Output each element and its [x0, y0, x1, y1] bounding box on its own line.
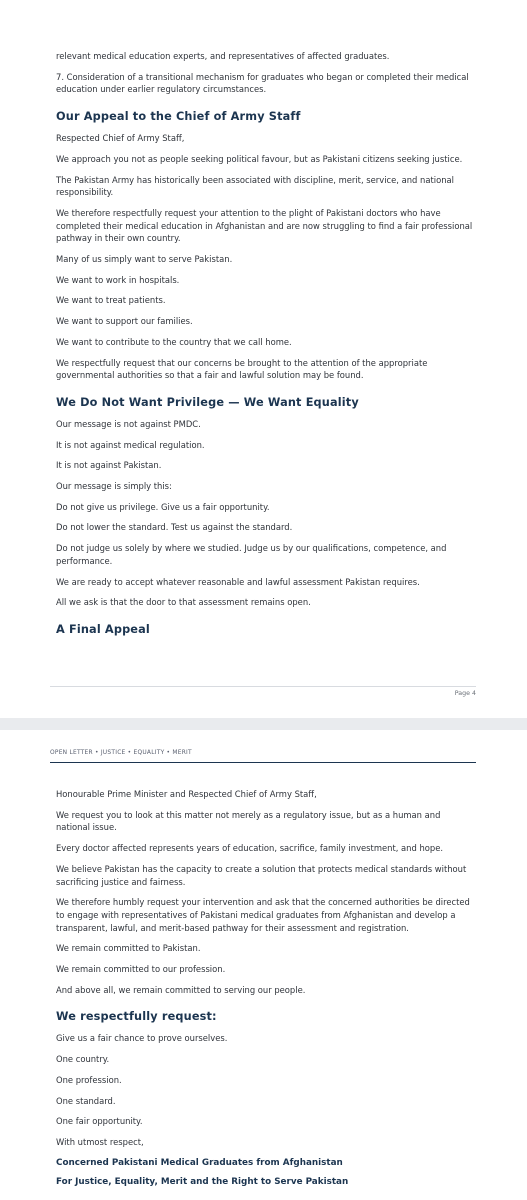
paragraph: We request you to look at this matter not merely as a regulatory issue, but as a human and national issue. [56, 809, 441, 833]
paragraph: We want to contribute to the country that we call home. [56, 336, 292, 347]
signature-line: Concerned Pakistani Medical Graduates from Afghanistan [56, 1157, 343, 1168]
paragraph: It is not against medical regulation. [56, 439, 205, 450]
paragraph: 7. Consideration of a transitional mechanism for graduates who began or completed their medical education under earlier regulatory circumstances. [56, 71, 469, 95]
section-heading-request: We respectfully request: [56, 1010, 217, 1024]
paragraph: We remain committed to Pakistan. [56, 943, 201, 954]
paragraph: Respected Chief of Army Staff, [56, 133, 185, 144]
paragraph: We believe Pakistan has the capacity to create a solution that protects medical standards without sacrificing justice and fairness. [56, 863, 467, 887]
paragraph: relevant medical education experts, and representatives of affected graduates. [56, 51, 390, 61]
paragraph: Do not judge us solely by where we studied. Judge us by our qualifications, competence, and performance. [56, 543, 447, 566]
section-heading-final-appeal: A Final Appeal [56, 622, 150, 636]
paragraph: The Pakistan Army has historically been associated with discipline, merit, service, and national responsibility. [56, 174, 454, 198]
paragraph: We therefore respectfully request your attention to the plight of Pakistani doctors who have completed their medical education in Afghanistan and are now struggling to find a fair professional pathway in their own country. [56, 207, 473, 244]
paragraph: All we ask is that the door to that assessment remains open. [56, 597, 311, 608]
paragraph: Our message is not against PMDC. [56, 418, 201, 429]
paragraph: We remain committed to our profession. [56, 964, 226, 975]
section-heading-equality: We Do Not Want Privilege — We Want Equality [56, 395, 359, 409]
footer-divider [50, 686, 476, 687]
paragraph: We want to support our families. [56, 316, 193, 327]
paragraph: One fair opportunity. [56, 1116, 143, 1127]
paragraph: And above all, we remain committed to serving our people. [56, 984, 306, 995]
paragraph: With utmost respect, [56, 1136, 144, 1147]
paragraph: Honourable Prime Minister and Respected Chief of Army Staff, [56, 789, 317, 799]
page4-content [56, 50, 474, 645]
page-number: Page 4 [454, 690, 476, 697]
paragraph: Do not lower the standard. Test us against the standard. [56, 522, 293, 533]
paragraph: One standard. [56, 1095, 116, 1106]
running-header: OPEN LETTER • JUSTICE • EQUALITY • MERIT [50, 750, 192, 756]
paragraph: We therefore humbly request your intervention and ask that the concerned authorities be directed to engage with representatives of Pakistani medical graduates from Afghanistan and develop a transparent, lawful, and merit-based pathway for their assessment and registration. [56, 897, 470, 933]
paragraph: It is not against Pakistan. [56, 460, 162, 471]
paragraph: We want to treat patients. [56, 295, 166, 306]
paragraph: Our message is simply this: [56, 481, 172, 492]
signature-tagline: For Justice, Equality, Merit and the Right to Serve Pakistan [56, 1176, 349, 1187]
paragraph: One country. [56, 1054, 110, 1065]
section-heading-army-appeal: Our Appeal to the Chief of Army Staff [56, 110, 301, 124]
paragraph: One profession. [56, 1074, 122, 1085]
paragraph: Many of us simply want to serve Pakistan. [56, 254, 233, 265]
paragraph: We want to work in hospitals. [56, 274, 180, 285]
paragraph: We are ready to accept whatever reasonable and lawful assessment Pakistan requires. [56, 576, 420, 587]
header-divider [50, 762, 476, 763]
paragraph: We approach you not as people seeking political favour, but as Pakistani citizens seeking justice. [56, 153, 463, 164]
page5-content [56, 788, 474, 1194]
paragraph: Every doctor affected represents years of education, sacrifice, family investment, and hope. [56, 843, 444, 854]
paragraph: Give us a fair chance to prove ourselves. [56, 1033, 228, 1044]
paragraph: Do not give us privilege. Give us a fair opportunity. [56, 501, 270, 512]
paragraph: We respectfully request that our concerns be brought to the attention of the appropriate governmental authorities so that a fair and lawful solution may be found. [56, 357, 428, 381]
